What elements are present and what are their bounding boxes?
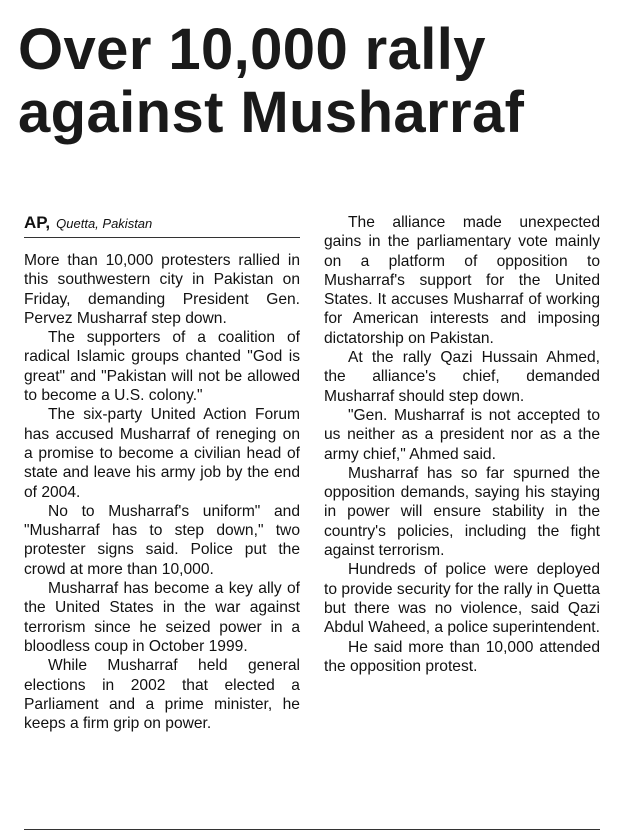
article-column-left — [24, 213, 300, 733]
article-paragraph: While Musharraf held general elections in 2002 that elected a Parliament and a prime minister, he keeps a firm grip on power. — [24, 657, 300, 733]
article-column-right — [324, 213, 600, 676]
headline — [18, 18, 608, 144]
article-paragraph: He said more than 10,000 attended the opposition protest. — [324, 638, 600, 675]
article-paragraph: The six-party United Action Forum has accused Musharraf of reneging on a promise to become a civilian head of state and leave his army job by the end of 2004. — [24, 406, 300, 501]
article-paragraph: Musharraf has become a key ally of the United States in the war against terrorism since he seized power in a bloodless coup in October 1999. — [24, 580, 300, 655]
dateline — [24, 213, 300, 238]
article-paragraph: More than 10,000 protesters rallied in this southwestern city in Pakistan on Friday, demanding President Gen. Pervez Musharraf step down. — [24, 252, 300, 327]
article-paragraph: No to Musharraf's uniform" and "Musharraf has to step down," two protester signs said. Police put the crowd at more than 10,000. — [24, 502, 300, 578]
byline-place: Quetta, Pakistan — [56, 216, 153, 231]
byline-agency: AP, — [24, 213, 51, 232]
bottom-divider — [24, 829, 600, 830]
article-paragraph: "Gen. Musharraf is not accepted to us neither as a president nor as a the army chief," Ahmed said. — [324, 406, 600, 463]
article-paragraph: At the rally Qazi Hussain Ahmed, the alliance's chief, demanded Musharraf should step down. — [324, 349, 600, 405]
article-paragraph: Musharraf has so far spurned the opposition demands, saying his staying in power will ensure stability in the country's policies, including the fight against terrorism. — [324, 464, 600, 560]
article-paragraph: The alliance made unexpected gains in the parliamentary vote mainly on a platform of opposition to Musharraf's support for the United States. It accuses Musharraf of working for American interests and imposing dictatorship on Pakistan. — [324, 214, 600, 347]
headline-line-1: Over 10,000 rally — [18, 17, 486, 82]
article-paragraph: The supporters of a coalition of radical Islamic groups chanted "God is great" and "Pakistan will not be allowed to become a U.S. colony." — [24, 329, 300, 405]
headline-line-2: against Musharraf — [18, 80, 525, 145]
article-paragraph: Hundreds of police were deployed to provide security for the rally in Quetta but there was no violence, said Qazi Abdul Waheed, a police superintendent. — [324, 561, 600, 637]
